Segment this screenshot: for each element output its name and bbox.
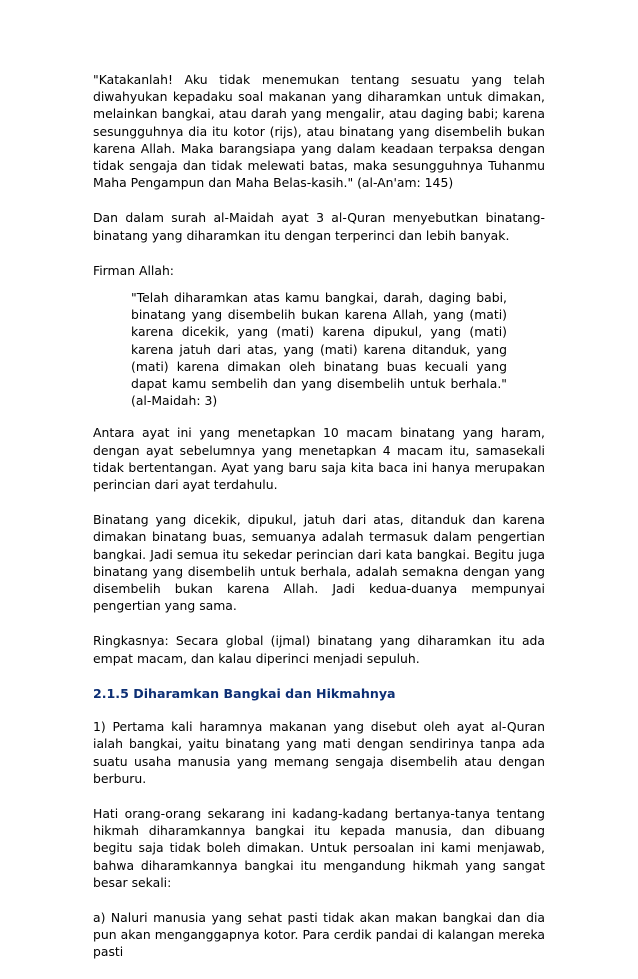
paragraph-firman-allah: Firman Allah: (93, 262, 174, 278)
paragraph-wisdom-question: Hati orang-orang sekarang ini kadang-kadang bertanya-tanya tentang hikmah diharamkannya bangkai itu kepada manusia, dan dibuang begitu saja tidak boleh dimakan. Untuk persoalan ini kami menjawab, bahwa diharamkannya bangkai itu mengandung hikmah yang sangat besar sekali: (93, 805, 545, 890)
paragraph-quran-al-anam: "Katakanlah! Aku tidak menemukan tentang sesuatu yang telah diwahyukan kepadaku soal makanan yang diharamkan untuk dimakan, melainkan bangkai, atau darah yang mengalir, atau daging babi; karena sesungguhnya dia itu kotor (rijs), atau binatang yang disembelih bukan karena Allah. Maka barangsiapa yang dalam keadaan terpaksa dengan tidak sengaja dan tidak melewati batas, maka sesungguhnya Tuhanmu Maha Pengampun dan Maha Belas-kasih." (al-An'am: 145) (93, 72, 545, 191)
paragraph-comparison: Antara ayat ini yang menetapkan 10 macam binatang yang haram, dengan ayat sebelumnya yang menetapkan 4 macam itu, samasekali tidak bertentangan. Ayat yang baru saja kita baca ini hanya merupakan perincian dari ayat terdahulu. (93, 425, 545, 493)
document-page (93, 71, 545, 979)
paragraph-summary: Ringkasnya: Secara global (ijmal) binatang yang diharamkan itu ada empat macam, dan kalau diperinci menjadi sepuluh. (93, 633, 545, 666)
paragraph-natural-instinct: a) Naluri manusia yang sehat pasti tidak akan makan bangkai dan dia pun akan menganggapnya kotor. Para cerdik pandai di kalangan mereka pasti (93, 909, 545, 960)
paragraph-al-maidah-intro: Dan dalam surah al-Maidah ayat 3 al-Quran menyebutkan binatang-binatang yang diharamkan itu dengan terperinci dan lebih banyak. (93, 210, 545, 243)
paragraph-first-prohibition: 1) Pertama kali haramnya makanan yang disebut oleh ayat al-Quran ialah bangkai, yaitu binatang yang mati dengan sendirinya tanpa ada suatu usaha manusia yang memang sengaja disembelih atau dengan berburu. (93, 719, 545, 786)
section-heading: 2.1.5 Diharamkan Bangkai dan Hikmahnya (93, 685, 396, 701)
quote-al-maidah: "Telah diharamkan atas kamu bangkai, darah, daging babi, binatang yang disembelih bukan karena Allah, yang (mati) karena dicekik, yang (mati) karena dipukul, yang (mati) karena jatuh dari atas, yang (mati) karena ditanduk, yang (mati) karena dimakan oleh binatang buas kecuali yang dapat kamu sembelih dan yang disembelih untuk berhala." (al-Maidah: 3) (131, 290, 507, 409)
paragraph-bangkai-detail: Binatang yang dicekik, dipukul, jatuh dari atas, ditanduk dan karena dimakan binatang buas, semuanya adalah termasuk dalam pengertian bangkai. Jadi semua itu sekedar perincian dari kata bangkai. Begitu juga binatang yang disembelih untuk berhala, adalah semakna dengan yang disembelih bukan karena Allah. Jadi kedua-duanya mempunyai pengertian yang sama. (93, 512, 545, 614)
